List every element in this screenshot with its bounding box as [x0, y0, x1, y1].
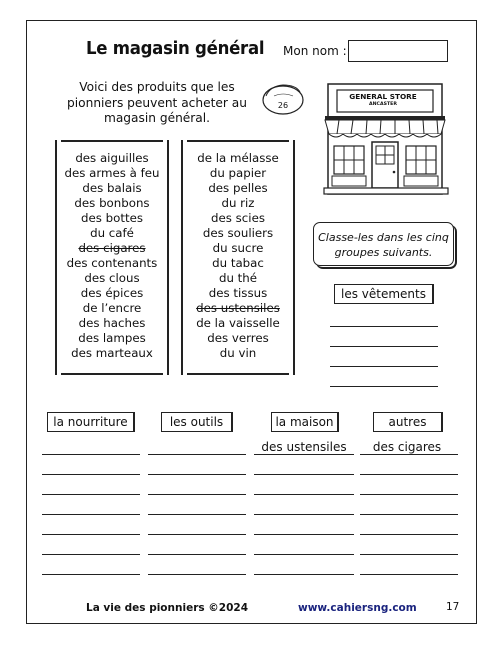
answer-line[interactable] — [148, 574, 246, 575]
list-item: des marteaux — [71, 346, 153, 360]
list-item: des haches — [78, 316, 146, 330]
page-number: 17 — [446, 601, 460, 613]
answer-line[interactable] — [360, 574, 458, 575]
store-sign-city: ANCASTER — [368, 102, 397, 107]
answer-line[interactable] — [330, 346, 438, 347]
category-other: autres — [373, 412, 443, 432]
list-item: des aiguilles — [75, 151, 149, 165]
list-item: de la vaisselle — [196, 316, 280, 330]
product-list-left — [55, 140, 169, 375]
list-item: du riz — [221, 196, 255, 210]
footer-copyright: La vie des pionniers ©2024 — [86, 602, 249, 614]
answer-line[interactable] — [42, 514, 140, 515]
list-item: du café — [90, 226, 134, 240]
list-item: du thé — [218, 271, 258, 285]
answer-line[interactable] — [360, 514, 458, 515]
answer-line[interactable] — [42, 534, 140, 535]
answer-line[interactable] — [254, 514, 354, 515]
answer-line[interactable] — [254, 574, 354, 575]
answer-line[interactable] — [148, 454, 246, 455]
page-title: Le magasin général — [86, 38, 265, 59]
list-item: des tissus — [208, 286, 268, 300]
answer-line[interactable] — [360, 534, 458, 535]
list-item: des cigares — [78, 241, 146, 255]
answer-line[interactable] — [42, 574, 140, 575]
list-item: des lampes — [78, 331, 146, 345]
example-other: des cigares — [372, 440, 442, 454]
answer-line[interactable] — [148, 534, 246, 535]
badge-number: 26 — [277, 101, 289, 110]
instruction-box: Classe-les dans les cinq groupes suivants. — [313, 222, 454, 266]
category-house: la maison — [271, 412, 339, 432]
answer-line[interactable] — [360, 474, 458, 475]
list-item: des scies — [211, 211, 265, 225]
answer-line[interactable] — [360, 554, 458, 555]
list-item: des contenants — [66, 256, 158, 270]
list-item: de la mélasse — [197, 151, 279, 165]
answer-line[interactable] — [148, 554, 246, 555]
number-badge-icon — [258, 82, 308, 116]
list-item: des ustensiles — [196, 301, 280, 315]
answer-line[interactable] — [254, 534, 354, 535]
list-item: des clous — [84, 271, 140, 285]
list-item: de l’encre — [82, 301, 142, 315]
answer-line[interactable] — [360, 494, 458, 495]
answer-line[interactable] — [42, 554, 140, 555]
list-item: du sucre — [212, 241, 264, 255]
list-item: des bonbons — [74, 196, 150, 210]
list-item: du tabac — [212, 256, 264, 270]
answer-line[interactable] — [148, 514, 246, 515]
list-item: des armes à feu — [64, 166, 160, 180]
answer-line[interactable] — [330, 386, 438, 387]
list-item: des bottes — [80, 211, 143, 225]
list-item: des verres — [207, 331, 269, 345]
footer-website-link[interactable]: www.cahiersng.com — [298, 602, 417, 614]
answer-line[interactable] — [254, 494, 354, 495]
list-item: du vin — [219, 346, 257, 360]
answer-line[interactable] — [360, 454, 458, 455]
product-list-right — [181, 140, 295, 375]
list-item: des épices — [80, 286, 144, 300]
name-field[interactable] — [348, 40, 448, 62]
answer-line[interactable] — [42, 494, 140, 495]
list-item: des souliers — [202, 226, 274, 240]
list-item: des pelles — [208, 181, 268, 195]
answer-line[interactable] — [148, 474, 246, 475]
category-tools: les outils — [161, 412, 233, 432]
answer-line[interactable] — [330, 326, 438, 327]
store-sign-name: GENERAL STORE — [349, 92, 417, 101]
name-label: Mon nom : — [283, 44, 347, 58]
category-food: la nourriture — [47, 412, 135, 432]
list-item: du papier — [209, 166, 267, 180]
category-clothing: les vêtements — [334, 284, 434, 304]
list-item: des balais — [82, 181, 142, 195]
answer-line[interactable] — [254, 454, 354, 455]
example-house: des ustensiles — [261, 440, 347, 454]
answer-line[interactable] — [42, 474, 140, 475]
answer-line[interactable] — [42, 454, 140, 455]
answer-line[interactable] — [254, 554, 354, 555]
answer-line[interactable] — [148, 494, 246, 495]
intro-text: Voici des produits que les pionniers peuvent acheter au magasin général. — [67, 80, 247, 125]
answer-line[interactable] — [330, 366, 438, 367]
answer-line[interactable] — [254, 474, 354, 475]
